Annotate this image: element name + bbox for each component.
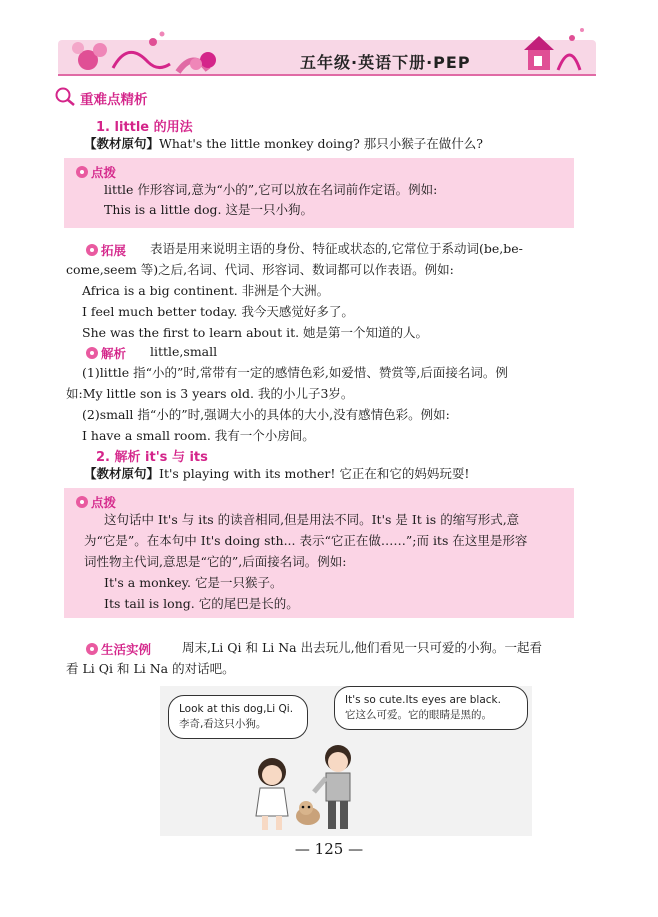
tip1-label: 点拨: [76, 163, 116, 181]
point2-source-text: It's playing with its mother! 它正在和它的妈妈玩耍!: [159, 466, 470, 481]
point1-source-label: 【教材原句】: [84, 136, 160, 151]
tip-bullet-icon: [86, 244, 98, 256]
tip1-line: little 作形容词,意为“小的”,它可以放在名词前作定语。例如:: [104, 182, 438, 197]
extend-example: I feel much better today. 我今天感觉好多了。: [82, 304, 354, 319]
speech-bubble-left: [168, 695, 308, 739]
tip2-line: 词性物主代词,意思是“它的”,后面接名词。例如:: [84, 554, 347, 569]
tip2-line: Its tail is long. 它的尾巴是长的。: [104, 596, 299, 611]
analysis-label: 解析: [86, 344, 126, 362]
analysis-line: I have a small room. 我有一个小房间。: [82, 428, 315, 443]
magnifier-icon: [54, 86, 76, 110]
life-line: 周末,Li Qi 和 Li Na 出去玩儿,他们看见一只可爱的小狗。一起看: [182, 640, 543, 655]
bubble-line: 李奇,看这只小狗。: [179, 718, 267, 730]
tip-bullet-icon: [76, 496, 88, 508]
header-title: 五年级·英语下册·PEP: [300, 53, 471, 72]
extend-label: 拓展: [86, 241, 126, 259]
point1-heading: 1. little 的用法: [96, 120, 193, 135]
extend-line: 表语是用来说明主语的身份、特征或状态的,它常位于系动词(be,be-: [150, 241, 523, 256]
extend-example: Africa is a big continent. 非洲是个大洲。: [82, 283, 330, 298]
life-line: 看 Li Qi 和 Li Na 的对话吧。: [66, 661, 235, 676]
tip2-label: 点拨: [76, 493, 116, 511]
extend-line: come,seem 等)之后,名词、代词、形容词、数词都可以作表语。例如:: [66, 262, 454, 277]
life-label: 生活实例: [86, 640, 151, 658]
analysis-title: little,small: [150, 344, 218, 359]
section-heading: 重难点精析: [80, 92, 148, 108]
speech-bubble-right: [334, 686, 528, 730]
bubble-line: 它这么可爱。它的眼睛是黑的。: [345, 709, 492, 721]
analysis-line: (2)small 指“小的”时,强调大小的具体的大小,没有感情色彩。例如:: [82, 407, 450, 422]
tip-bullet-icon: [86, 347, 98, 359]
tip-bullet-icon: [76, 166, 88, 178]
analysis-line: 如:My little son is 3 years old. 我的小儿子3岁。: [66, 386, 354, 401]
bubble-line: Look at this dog,Li Qi.: [179, 703, 294, 715]
point2-source: [84, 464, 469, 484]
point2-heading: 2. 解析 it's 与 its: [96, 450, 208, 465]
page-number: — 125 —: [294, 840, 364, 858]
point1-source: [84, 134, 483, 154]
bubble-line: It's so cute.Its eyes are black.: [345, 694, 501, 706]
tip1-line: This is a little dog. 这是一只小狗。: [104, 202, 313, 217]
analysis-line: (1)little 指“小的”时,常带有一定的感情色彩,如爱惜、赞赏等,后面接名词。例: [82, 365, 508, 380]
point2-source-label: 【教材原句】: [84, 466, 160, 481]
point1-source-text: What's the little monkey doing? 那只小猴子在做什么?: [159, 136, 483, 151]
tip-bullet-icon: [86, 643, 98, 655]
tip2-line: 这句话中 It's 与 its 的读音相同,但是用法不同。It's 是 It is 的缩写形式,意: [104, 512, 520, 527]
extend-example: She was the first to learn about it. 她是第一个知道的人。: [82, 325, 429, 340]
tip2-line: 为“它是”。在本句中 It's doing sth... 表示“它正在做……”;而 its 在这里是形容: [84, 533, 528, 548]
tip2-line: It's a monkey. 它是一只猴子。: [104, 575, 283, 590]
kids-and-dog-illustration: [240, 738, 380, 834]
